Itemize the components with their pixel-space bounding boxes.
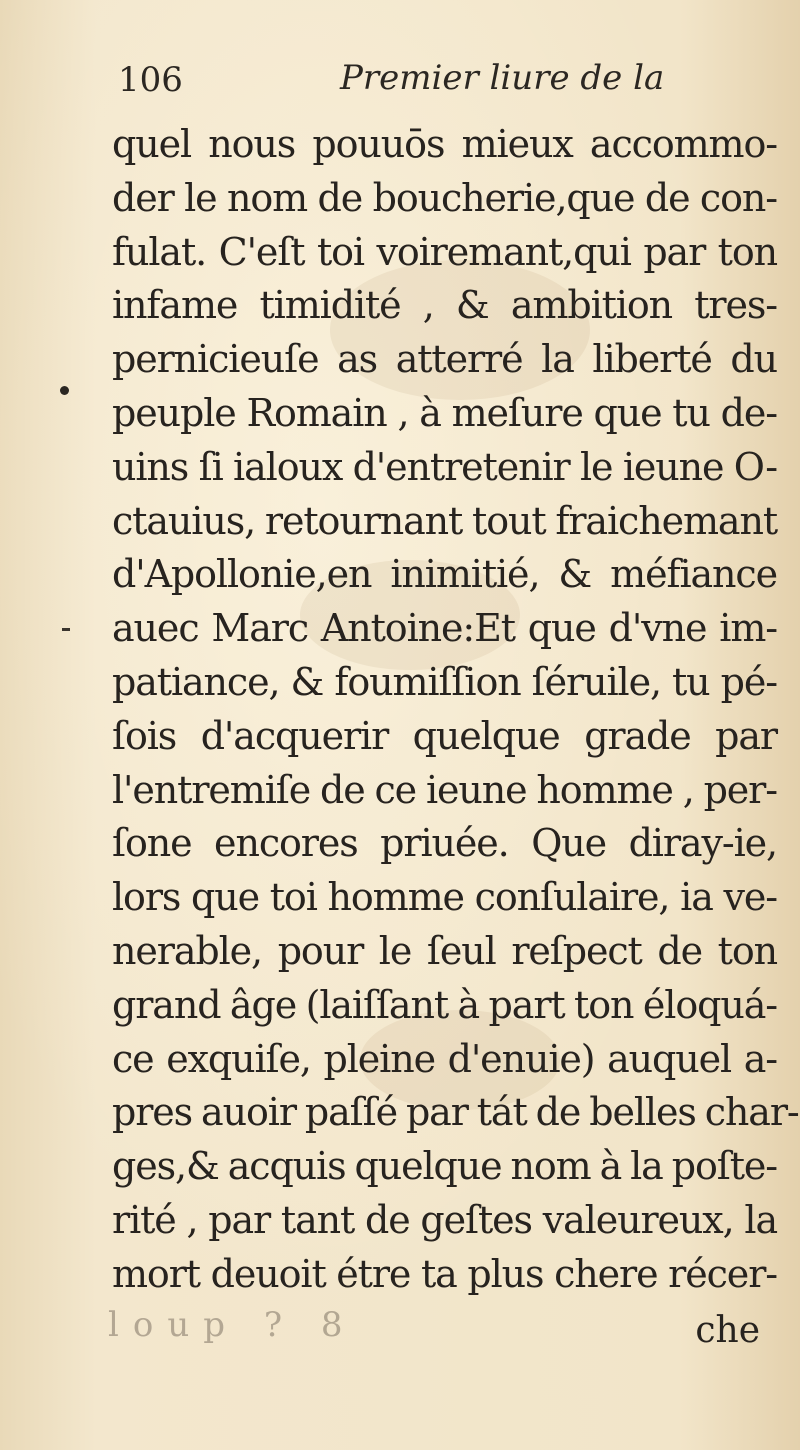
catchword: che [695, 1310, 760, 1351]
page-header [118, 58, 718, 108]
text-line: uins ſi ialoux d'entretenir le ieune O- [112, 444, 777, 489]
text-line: nerable, pour le ſeul reſpect de ton [112, 928, 777, 973]
text-line: pernicieuſe as atterré la liberté du [112, 337, 777, 382]
text-line: peuple Romain , à meſure que tu de- [112, 390, 777, 435]
page-number: 106 [118, 60, 183, 100]
text-line: mort deuoit étre ta plus chere récer- [112, 1251, 777, 1296]
text-line: quel nous pouuōs mieux accommo- [112, 122, 777, 166]
text-line: ce exquiſe, pleine d'enuie) auquel a- [112, 1036, 777, 1081]
margin-mark [60, 386, 69, 395]
text-line: patiance, & foumiſſion ſéruile, tu pé- [112, 659, 777, 704]
text-line: rité , par tant de geſtes valeureux, la [112, 1197, 777, 1242]
text-line: grand âge (laiſſant à part ton éloquá- [112, 982, 777, 1027]
text-line: l'entremiſe de ce ieune homme , per- [112, 767, 777, 812]
text-line: ges,& acquis quelque nom à la poſte- [112, 1144, 777, 1189]
text-block [112, 118, 799, 1302]
margin-mark [62, 628, 70, 631]
text-line: ſone encores priuée. Que diray-ie, [112, 821, 777, 866]
text-line: ſois d'acquerir quelque grade par [112, 713, 777, 758]
text-line: ctauius, retournant tout fraichemant [112, 498, 777, 543]
text-line: pres auoir paſſé par tát de belles char- [112, 1090, 799, 1135]
text-line: der le nom de boucherie,que de con- [112, 175, 777, 220]
running-title: Premier liure de la [340, 58, 665, 98]
show-through-text: loup ? 8 [108, 1305, 357, 1345]
text-line: lors que toi homme conſulaire, ia ve- [112, 875, 777, 920]
text-line: auec Marc Antoine:Et que d'vne im- [112, 606, 777, 651]
text-line: fulat. C'eſt toi voiremant,qui par ton [112, 229, 777, 274]
text-line: d'Apollonie,en inimitié, & méfiance [112, 552, 777, 597]
text-line: infame timidité , & ambition tres- [112, 283, 777, 328]
